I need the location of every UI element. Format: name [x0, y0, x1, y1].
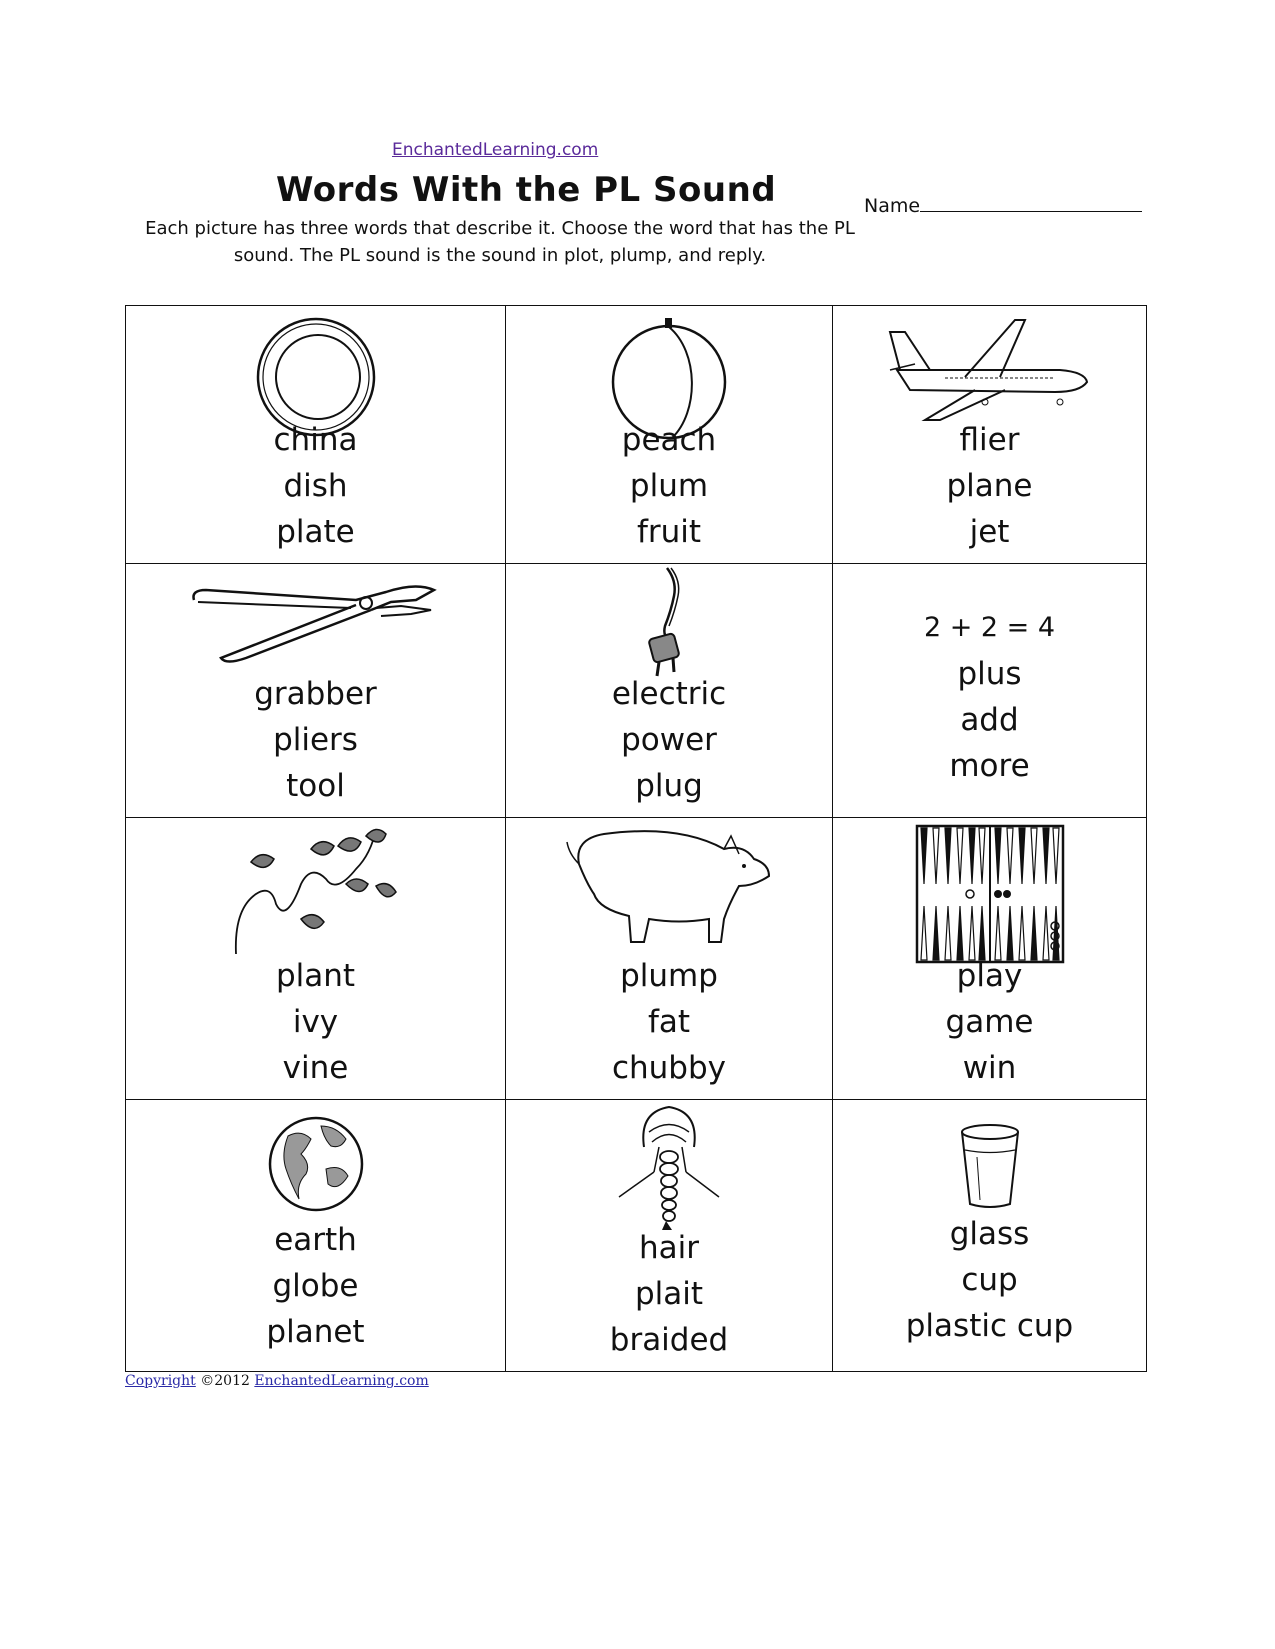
word-option: flier [959, 422, 1020, 458]
worksheet-grid [125, 305, 1147, 1372]
globe-icon [266, 1114, 366, 1214]
word-option: vine [282, 1050, 349, 1086]
cell-pliers [126, 564, 506, 818]
ivy-plant-icon [226, 824, 406, 959]
cell-globe [126, 1100, 506, 1371]
word-option: tool [286, 768, 345, 804]
word-option: plastic cup [905, 1308, 1074, 1344]
footer-site-link[interactable]: EnchantedLearning.com [254, 1373, 429, 1389]
cell-plate [126, 306, 506, 564]
word-option: plant [275, 958, 356, 994]
word-option: dish [283, 468, 348, 504]
cell-backgammon [833, 818, 1146, 1100]
cell-cup [833, 1100, 1146, 1371]
word-option: earth [274, 1222, 357, 1258]
instructions: Each picture has three words that describe it. Choose the word that has the PL sound. The PL sound is the sound in plot, plump, and reply. [145, 218, 855, 266]
backgammon-board-icon [915, 824, 1065, 964]
word-option: electric [611, 676, 727, 712]
word-option: game [945, 1004, 1034, 1040]
copyright-year: ©2012 [200, 1373, 250, 1389]
cell-airplane [833, 306, 1146, 564]
name-blank-line [920, 193, 1142, 212]
word-option: ivy [292, 1004, 339, 1040]
name-field [864, 193, 1142, 217]
word-option: plump [620, 958, 718, 994]
word-option: play [956, 958, 1023, 994]
word-option: glass [949, 1216, 1030, 1252]
word-option: more [949, 748, 1030, 784]
word-option: win [962, 1050, 1017, 1086]
cell-plant [126, 818, 506, 1100]
cell-plum [506, 306, 833, 564]
plug-icon [629, 566, 709, 681]
pliers-icon [186, 570, 446, 670]
airplane-icon [885, 312, 1095, 427]
footer [125, 1373, 429, 1389]
word-option: planet [266, 1314, 365, 1350]
word-option: plait [634, 1276, 704, 1312]
word-option: plane [946, 468, 1033, 504]
word-option: fat [647, 1004, 691, 1040]
equation-text: 2 + 2 = 4 [923, 612, 1056, 643]
word-option: power [621, 722, 717, 758]
word-option: china [273, 422, 358, 458]
word-option: hair [638, 1230, 699, 1266]
word-option: add [960, 702, 1019, 738]
word-option: plate [276, 514, 355, 550]
word-option: plus [957, 656, 1022, 692]
word-option: plug [635, 768, 703, 804]
cell-plug [506, 564, 833, 818]
word-option: plum [629, 468, 709, 504]
word-option: globe [272, 1268, 359, 1304]
pig-icon [559, 824, 779, 954]
braid-icon [614, 1102, 724, 1232]
word-option: fruit [636, 514, 702, 550]
page-title: Words With the PL Sound [276, 170, 777, 210]
cell-plus [833, 564, 1146, 818]
word-option: grabber [254, 676, 377, 712]
word-option: cup [961, 1262, 1018, 1298]
plastic-cup-icon [955, 1122, 1025, 1212]
word-option: peach [621, 422, 717, 458]
copyright-link[interactable]: Copyright [125, 1373, 196, 1389]
word-option: jet [969, 514, 1010, 550]
word-option: chubby [611, 1050, 727, 1086]
word-option: pliers [273, 722, 358, 758]
name-label: Name [864, 195, 921, 217]
site-link[interactable]: EnchantedLearning.com [392, 140, 599, 160]
word-option: braided [609, 1322, 729, 1358]
cell-braid [506, 1100, 833, 1371]
cell-pig [506, 818, 833, 1100]
